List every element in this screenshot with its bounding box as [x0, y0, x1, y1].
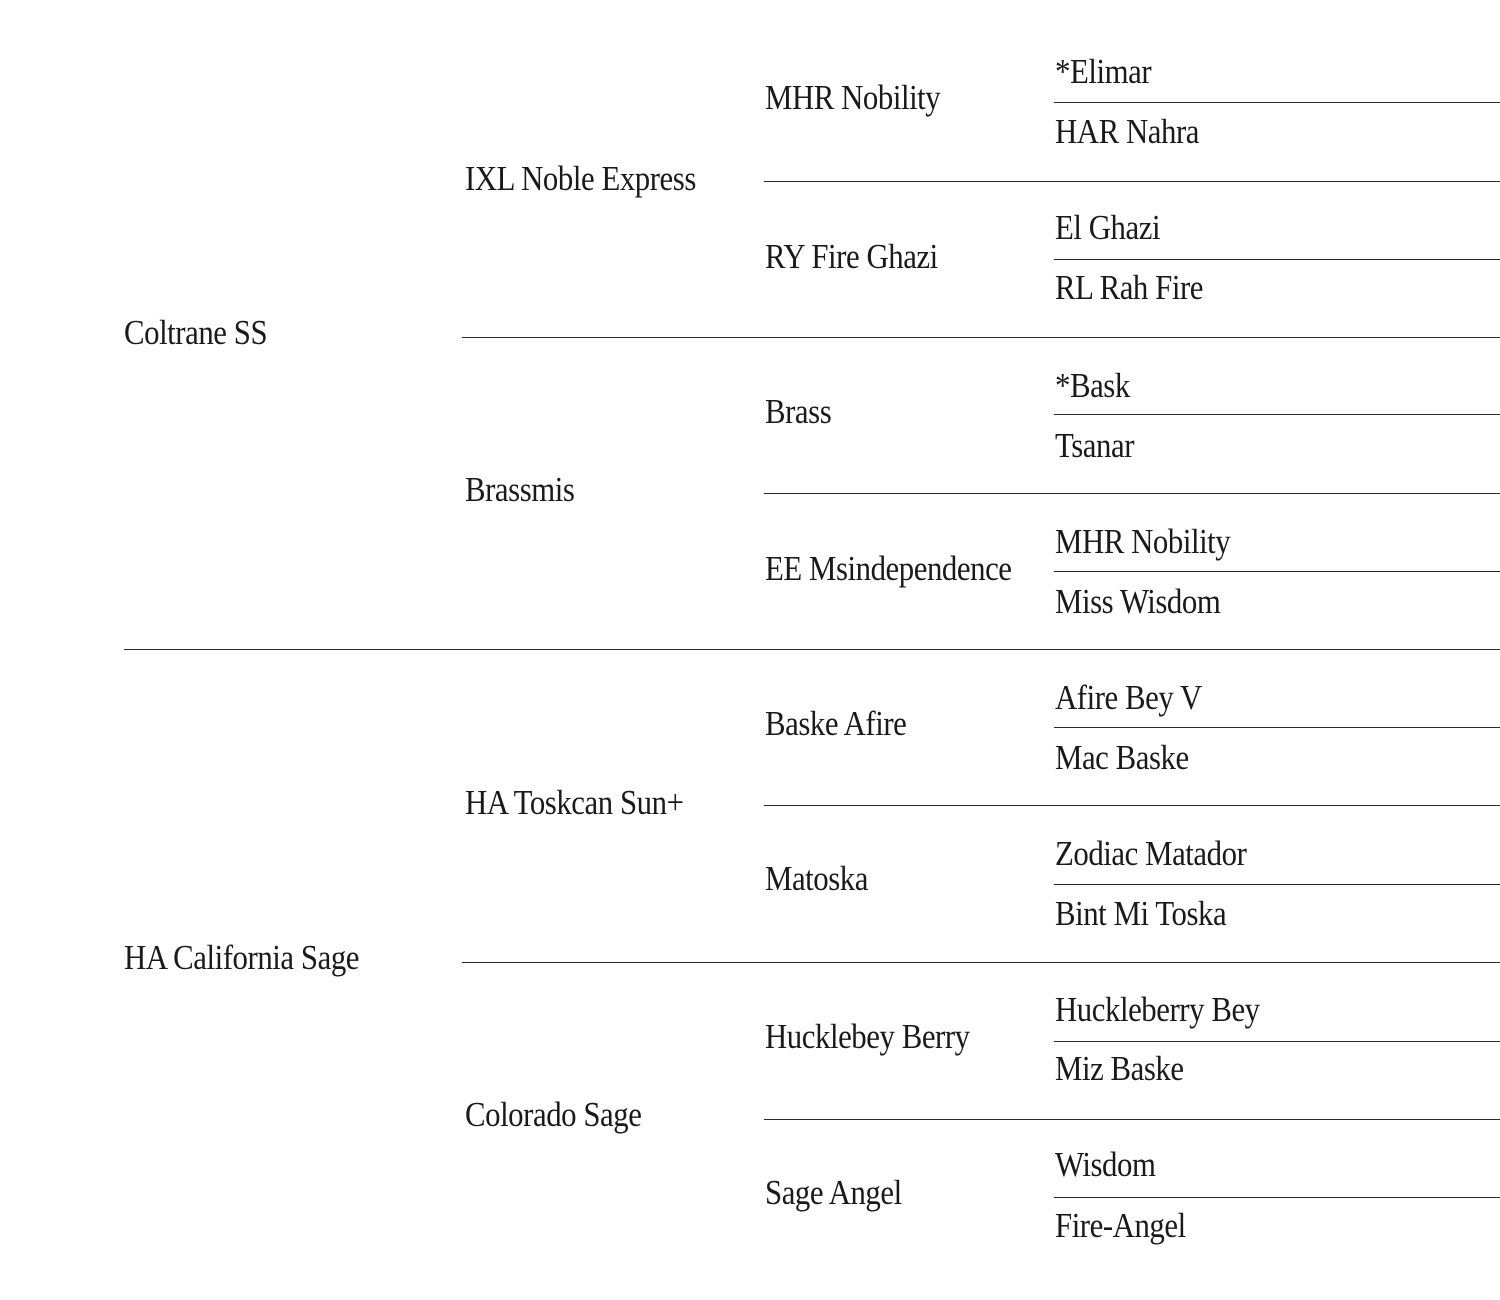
gen4-bds-name: Zodiac Matador: [1055, 834, 1247, 873]
gen4-bsd-name: Mac Baske: [1055, 738, 1189, 777]
gen4-csd-name: Miz Baske: [1055, 1049, 1184, 1088]
divider-gen2-lower: [462, 962, 1500, 963]
gen2-dam-sire-name: HA Toskcan Sun+: [465, 783, 684, 822]
divider-gen4-7: [1054, 1041, 1500, 1042]
divider-gen2-upper: [462, 337, 1500, 338]
gen4-cds-name: Wisdom: [1055, 1145, 1156, 1184]
divider-gen3-3: [764, 805, 1500, 806]
divider-gen4-8: [1054, 1197, 1500, 1198]
divider-gen4-6: [1054, 884, 1500, 885]
gen1-sire-name: Coltrane SS: [124, 313, 268, 352]
divider-gen3-4: [764, 1119, 1500, 1120]
divider-gen3-2: [764, 493, 1500, 494]
divider-gen4-3: [1054, 414, 1500, 415]
gen4-sdd-name: RL Rah Fire: [1055, 268, 1204, 307]
gen4-dss-name: *Bask: [1055, 366, 1130, 405]
gen3-dd-dam-name: Sage Angel: [765, 1173, 902, 1212]
gen4-dds-name: MHR Nobility: [1055, 522, 1231, 561]
divider-gen4-2: [1054, 259, 1500, 260]
gen4-sds-name: El Ghazi: [1055, 208, 1161, 247]
divider-gen1: [124, 649, 1500, 650]
gen4-dsd-name: Tsanar: [1055, 426, 1135, 465]
gen3-ds-sire-name: Baske Afire: [765, 704, 907, 743]
gen4-ddd-name: Miss Wisdom: [1055, 582, 1221, 621]
gen3-ss-sire-name: MHR Nobility: [765, 78, 941, 117]
gen4-css-name: Huckleberry Bey: [1055, 990, 1260, 1029]
gen2-dam-dam-name: Colorado Sage: [465, 1095, 642, 1134]
divider-gen4-4: [1054, 571, 1500, 572]
gen3-sd-dam-name: EE Msindependence: [765, 549, 1012, 588]
gen3-ss-dam-name: RY Fire Ghazi: [765, 237, 938, 276]
divider-gen3-1: [764, 181, 1500, 182]
gen3-ds-dam-name: Matoska: [765, 859, 869, 898]
divider-gen4-5: [1054, 727, 1500, 728]
gen4-bss-name: Afire Bey V: [1055, 678, 1202, 717]
divider-gen4-1: [1054, 102, 1500, 103]
gen3-sd-sire-name: Brass: [765, 392, 832, 431]
gen2-sire-dam-name: Brassmis: [465, 470, 575, 509]
gen4-sss-name: *Elimar: [1055, 52, 1152, 91]
gen3-dd-sire-name: Hucklebey Berry: [765, 1017, 970, 1056]
gen1-dam-name: HA California Sage: [124, 938, 360, 977]
gen2-sire-sire-name: IXL Noble Express: [465, 159, 696, 198]
gen4-bdd-name: Bint Mi Toska: [1055, 894, 1227, 933]
gen4-ssd-name: HAR Nahra: [1055, 112, 1200, 151]
gen4-cdd-name: Fire-Angel: [1055, 1206, 1186, 1245]
